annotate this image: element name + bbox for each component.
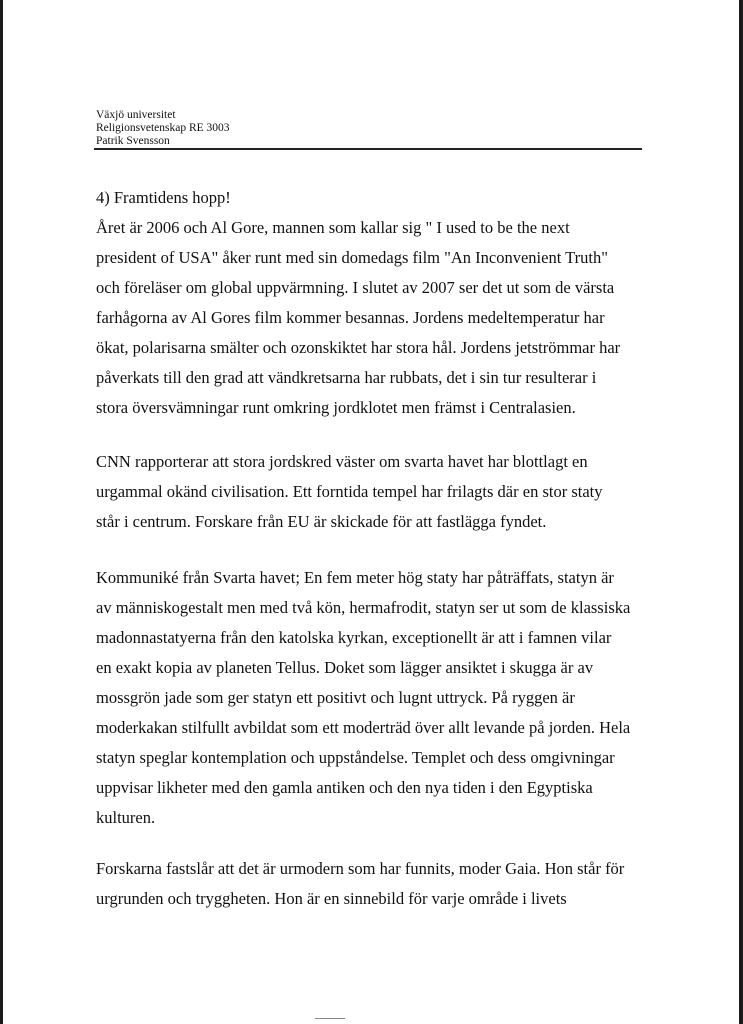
paragraph-4 xyxy=(96,854,656,914)
paragraph-line: CNN rapporterar att stora jordskred väster om svarta havet har blottlagt en xyxy=(96,452,588,471)
header-author: Patrik Svensson xyxy=(96,135,170,147)
paragraph-line: Kommuniké från Svarta havet; En fem meter hög staty har påträffats, statyn är xyxy=(96,568,614,587)
paragraph-line: Året är 2006 och Al Gore, mannen som kallar sig " I used to be the next xyxy=(96,218,570,237)
paragraph-line: urgammal okänd civilisation. Ett forntida tempel har frilagts där en stor staty xyxy=(96,482,603,501)
paragraph-line: påverkats till den grad att vändkretsarna har rubbats, det i sin tur resulterar i xyxy=(96,368,597,387)
paragraph-line: moderkakan stilfullt avbildat som ett moderträd över allt levande på jorden. Hela xyxy=(96,718,631,737)
paragraph-line: farhågorna av Al Gores film kommer besannas. Jordens medeltemperatur har xyxy=(96,308,605,327)
scan-edge-left xyxy=(0,0,3,1024)
document-header xyxy=(96,109,230,148)
paragraph-3 xyxy=(96,563,656,833)
paragraph-1 xyxy=(96,213,656,423)
paragraph-line: ökat, polarisarna smälter och ozonskiktet har stora hål. Jordens jetströmmar har xyxy=(96,338,621,357)
paragraph-line: uppvisar likheter med den gamla antiken och den nya tiden i den Egyptiska xyxy=(96,778,593,797)
paragraph-line: urgrunden och tryggheten. Hon är en sinnebild för varje område i livets xyxy=(96,889,567,908)
scan-edge-right xyxy=(739,0,743,1024)
paragraph-line: president of USA" åker runt med sin domedags film "An Inconvenient Truth" xyxy=(96,248,608,267)
section-heading xyxy=(96,183,656,213)
header-course: Religionsvetenskap RE 3003 xyxy=(96,122,230,134)
paragraph-line: en exakt kopia av planeten Tellus. Doket som lägger ansiktet i skugga är av xyxy=(96,658,594,677)
paragraph-line: Forskarna fastslår att det är urmodern som har funnits, moder Gaia. Hon står för xyxy=(96,859,625,878)
paragraph-line: madonnastatyerna från den katolska kyrkan, exceptionellt är att i famnen vilar xyxy=(96,628,612,647)
paragraph-line: kulturen. xyxy=(96,808,156,827)
paragraph-line: statyn speglar kontemplation och uppståndelse. Templet och dess omgivningar xyxy=(96,748,615,767)
scan-artifact-mark xyxy=(315,1018,345,1019)
paragraph-line: mossgrön jade som ger statyn ett positivt och lugnt uttryck. På ryggen är xyxy=(96,688,575,707)
paragraph-line: stora översvämningar runt omkring jordklotet men främst i Centralasien. xyxy=(96,398,576,417)
paragraph-2 xyxy=(96,447,656,537)
header-university: Växjö universitet xyxy=(96,109,176,121)
header-rule xyxy=(94,148,642,150)
section-heading-text: 4) Framtidens hopp! xyxy=(96,188,231,207)
paragraph-line: och föreläser om global uppvärmning. I slutet av 2007 ser det ut som de värsta xyxy=(96,278,615,297)
paragraph-line: står i centrum. Forskare från EU är skickade för att fastlägga fyndet. xyxy=(96,512,547,531)
paragraph-line: av människogestalt men med två kön, hermafrodit, statyn ser ut som de klassiska xyxy=(96,598,631,617)
